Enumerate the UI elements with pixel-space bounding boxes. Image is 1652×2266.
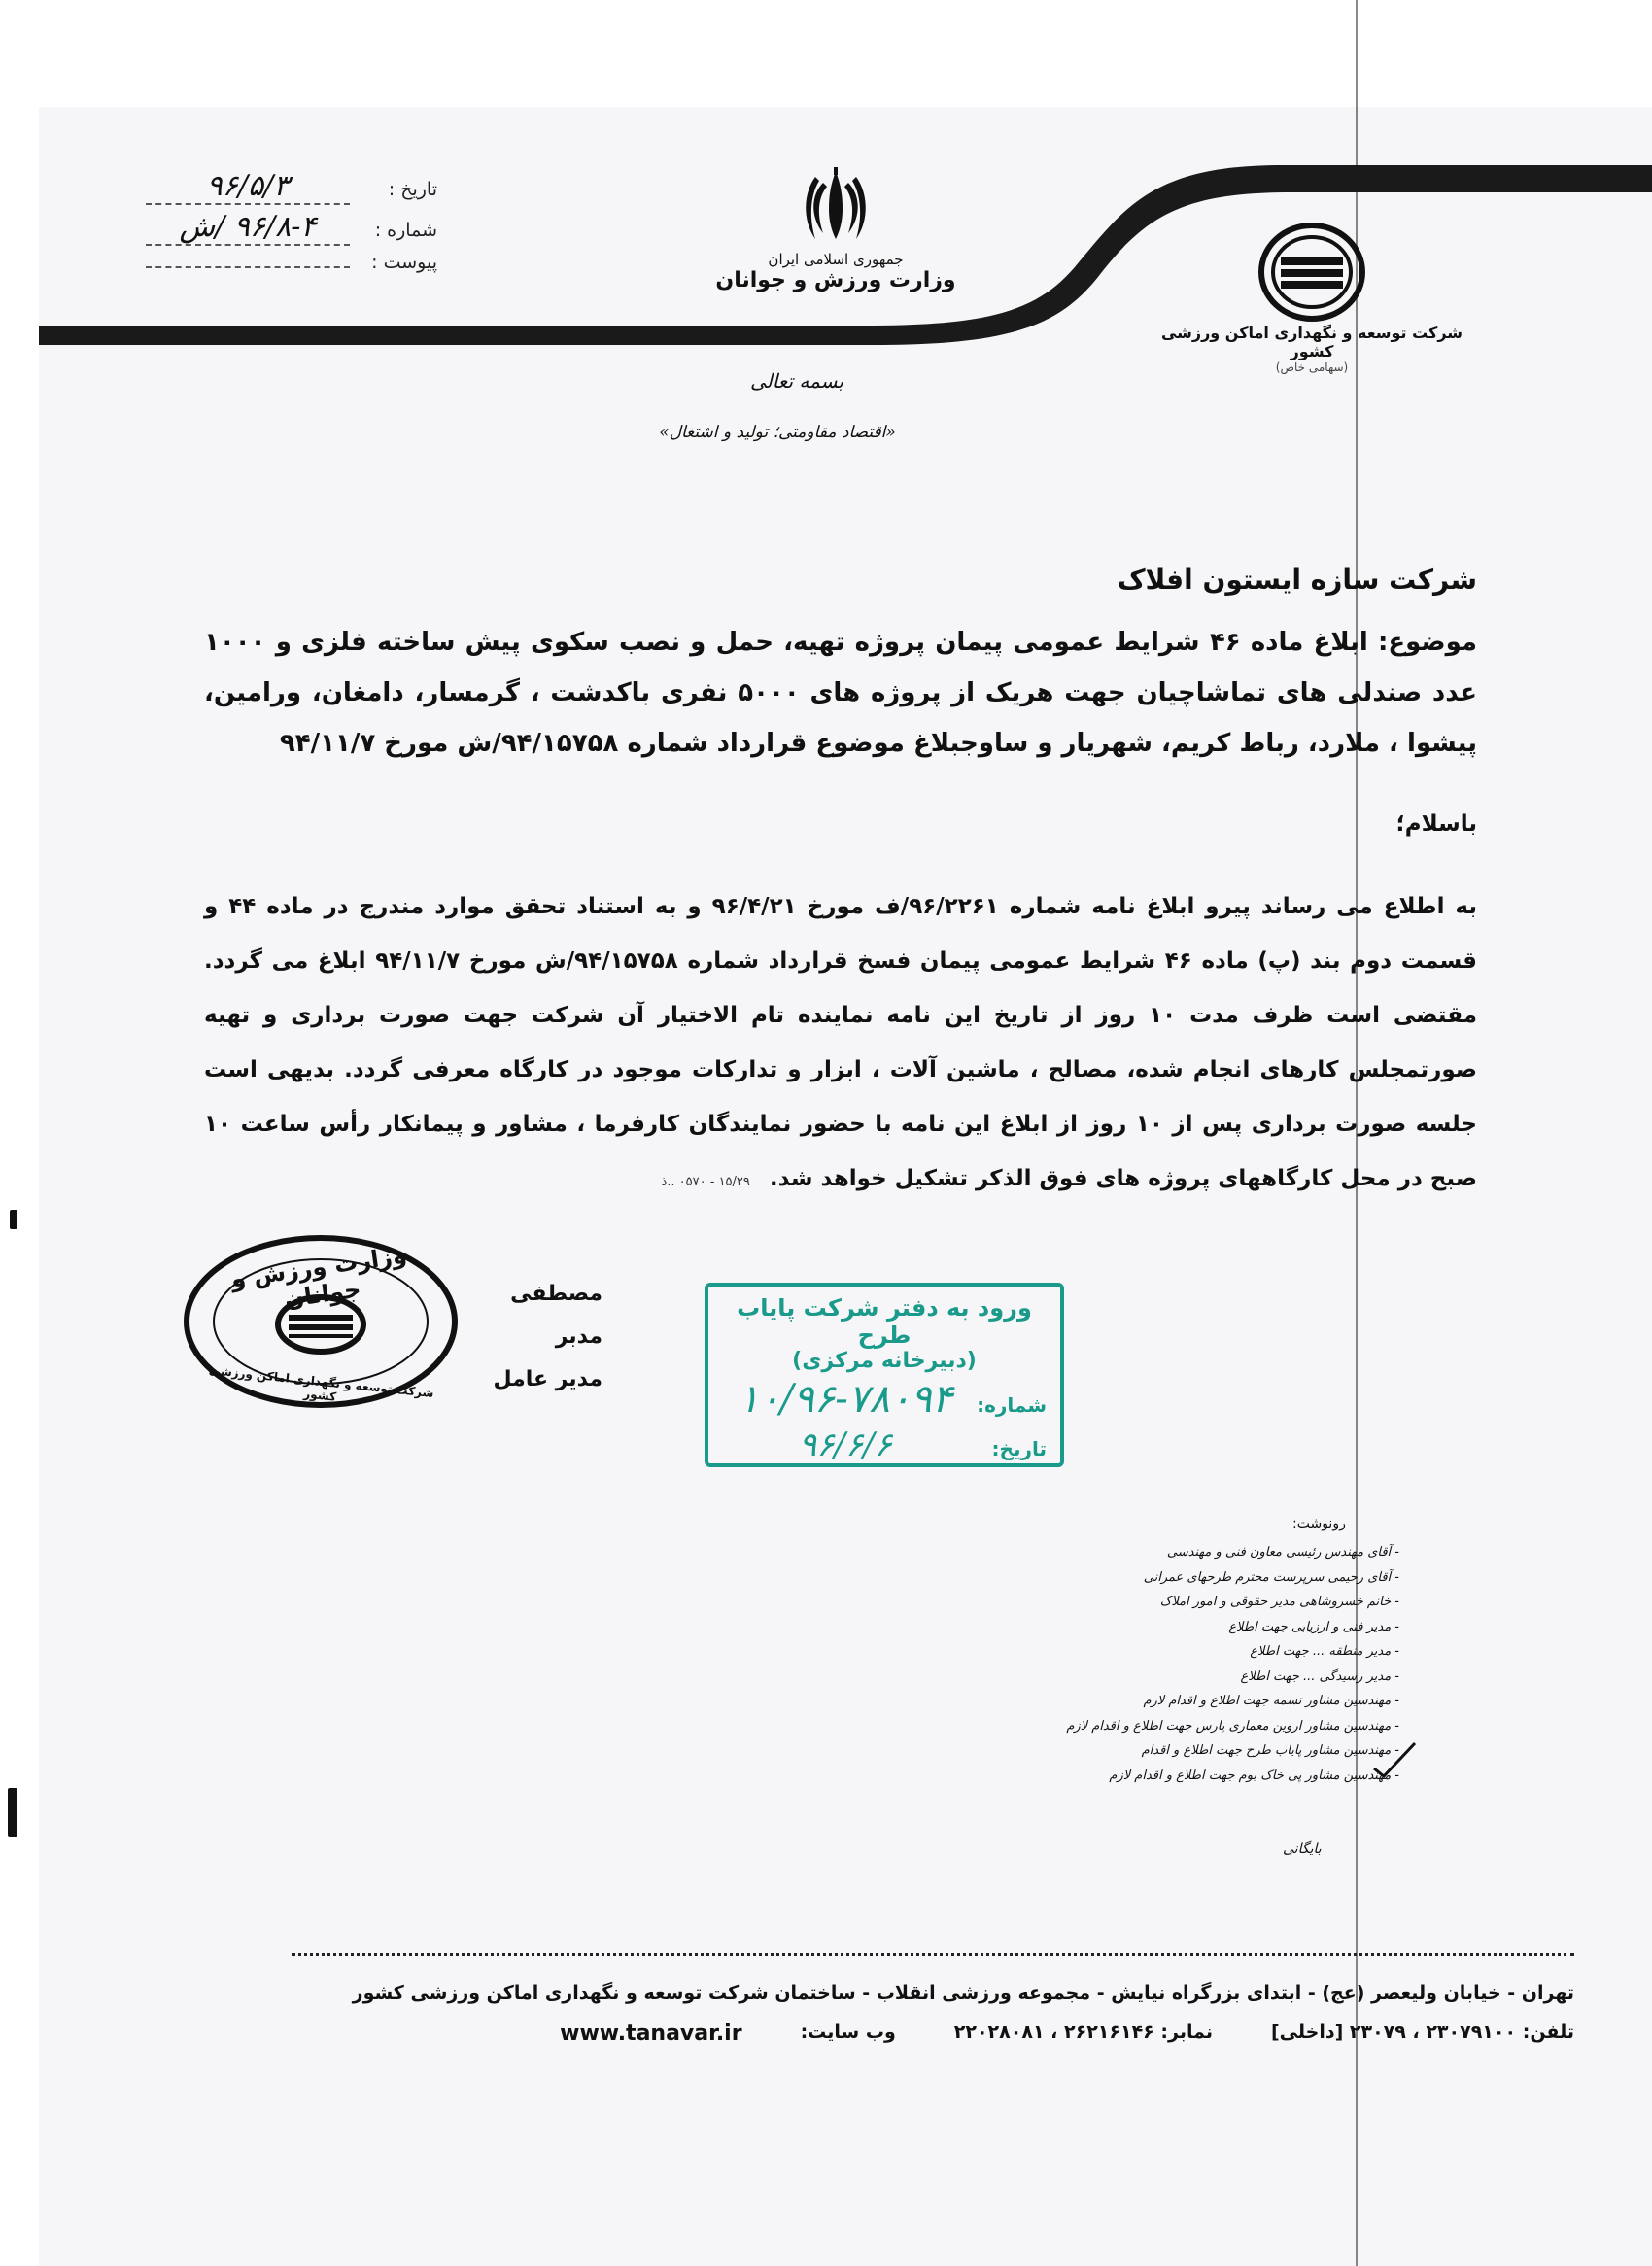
salutation: باسلام؛ bbox=[1395, 811, 1477, 837]
signatory-title: مدیر عامل bbox=[493, 1367, 602, 1391]
cc-item: - مهندسین مشاور اروین معماری پارس جهت اطلاع و اقدام لازم bbox=[1066, 1718, 1399, 1734]
scan-mark bbox=[10, 1210, 17, 1229]
stamp-number-label: شماره: bbox=[977, 1393, 1047, 1417]
date-label: تاریخ : bbox=[388, 179, 437, 200]
signature-block bbox=[457, 1273, 602, 1401]
stamp-subtitle: (دبیرخانه مرکزی) bbox=[792, 1349, 977, 1373]
stamp-date-row bbox=[722, 1425, 1047, 1464]
number-label: شماره : bbox=[374, 220, 437, 241]
cc-item: - خانم خسروشاهی مدیر حقوقی و امور املاک bbox=[1159, 1595, 1399, 1609]
ministry-label: وزارت ورزش و جوانان bbox=[715, 268, 956, 292]
cc-archive: بایگانی bbox=[1283, 1841, 1322, 1857]
footer-website-label: وب سایت: bbox=[800, 2021, 896, 2043]
cc-item: - مهندسین مشاور پی خاک بوم جهت اطلاع و اقدام لازم bbox=[1109, 1768, 1399, 1783]
letter-body bbox=[204, 879, 1477, 1210]
letter-body-tail: ۱۵/۲۹ - ۰۵۷۰ ..ذ bbox=[661, 1175, 750, 1189]
footer-website[interactable]: www.tanavar.ir bbox=[560, 2021, 742, 2045]
stamp-number-value: ۱۰/۹۶-۷۸۰۹۴ bbox=[738, 1377, 953, 1422]
bismillah: بسمه تعالی bbox=[749, 369, 844, 393]
footer-contact bbox=[292, 2021, 1574, 2045]
scan-mark bbox=[8, 1788, 17, 1837]
letter-body-text: به اطلاع می رساند پیرو ابلاغ نامه شماره ۹۶/۲۲۶۱/ف مورخ ۹۶/۴/۲۱ و به استناد تحقق موارد مندرج در ماده ۴۴ و قسمت دوم بند (پ) ماده ۴۶ شرایط عمومی پیمان فسخ قرارداد شماره ۹۴/۱۵۷۵۸/ش مورخ ۹۴/۱۱/۷ ابلاغ می گردد. مقتضی است ظرف مدت ۱۰ روز از تاریخ این نامه نماینده تام الاختیار آن شرکت جهت صورت برداری و تهیه صورتمجلس کارهای انجام شده، مصالح ، ماشین آلات ، ابزار و تدارکات موجود در کارگاه معرفی گردد. بدیهی است جلسه صورت برداری پس از ۱۰ روز از ابلاغ این نامه با حضور نمایندگان کارفرما ، مشاور و پیمانکار رأس ساعت ۱۰ صبح در محل کارگاههای پروژه های فوق الذکر تشکیل خواهد شد. bbox=[204, 894, 1478, 1191]
iran-emblem-icon bbox=[802, 165, 870, 243]
republic-label: جمهوری اسلامی ایران bbox=[768, 251, 904, 268]
date-row bbox=[146, 170, 437, 211]
footer-divider bbox=[292, 1953, 1574, 1956]
number-row bbox=[146, 211, 437, 252]
cc-item: - مهندسین مشاور پایاب طرح جهت اطلاع و اقدام bbox=[1141, 1743, 1399, 1758]
cc-item: - آقای رحیمی سرپرست محترم طرحهای عمرانی bbox=[1143, 1569, 1399, 1585]
stamp-date-value: ۹۶/۶/۶ bbox=[799, 1425, 892, 1464]
cc-item: - مدیر منطقه ... جهت اطلاع bbox=[1250, 1644, 1399, 1659]
company-logo-icon bbox=[1254, 219, 1370, 326]
year-motto: «اقتصاد مقاومتی؛ تولید و اشتغال» bbox=[659, 423, 896, 442]
stamp-title: ورود به دفتر شرکت پایاب طرح bbox=[737, 1294, 1032, 1349]
cc-item: - مهندسین مشاور تسمه جهت اطلاع و اقدام لازم bbox=[1143, 1694, 1399, 1708]
signatory-name: مصطفی مدبر bbox=[510, 1282, 602, 1349]
attachment-row bbox=[146, 252, 437, 292]
stamp-number-row bbox=[722, 1377, 1047, 1422]
recipient: شرکت سازه ایستون افلاک bbox=[1117, 564, 1477, 596]
cc-list bbox=[1030, 1540, 1399, 1788]
footer-address: تهران - خیابان ولیعصر (عج) - ابتدای بزرگراه نیایش - مجموعه ورزشی انقلاب - ساختمان شرکت توسعه و نگهداری اماکن ورزشی کشور bbox=[352, 1982, 1574, 2004]
subject: موضوع: ابلاغ ماده ۴۶ شرایط عمومی پیمان پروژه تهیه، حمل و نصب سکوی پیش ساخته فلزی و ۱۰۰۰ عدد صندلی های تماشاچیان جهت هریک از پروژه های ۵۰۰۰ نفری باکدشت ، گرمسار، دامغان، ورامین، پیشوا ، ملارد، رباط کریم، شهریار و ساوجبلاغ موضوع قرارداد شماره ۹۴/۱۵۷۵۸/ش مورخ ۹۴/۱۱/۷ bbox=[204, 628, 1477, 758]
seal-top-text: وزارت ورزش و جوانان bbox=[228, 1241, 409, 1314]
seal-bottom-text: شرکت توسعه و نگهداری اماکن ورزشی کشور bbox=[208, 1362, 435, 1404]
cc-item: - مدیر رسیدگی ... جهت اطلاع bbox=[1240, 1668, 1399, 1684]
company-type: (سهامی خاص) bbox=[1275, 360, 1349, 374]
ministry-header bbox=[709, 165, 962, 292]
date-value: ۹۶/۵/۳ bbox=[146, 170, 350, 205]
footer-fax: نمابر: ۲۶۲۱۶۱۴۶ ، ۲۲۰۲۸۰۸۱ bbox=[953, 2021, 1213, 2043]
cc-item: - آقای مهندس رئیسی معاون فنی و مهندسی bbox=[1166, 1545, 1399, 1560]
cc-item: - مدیر فنی و ارزیابی جهت اطلاع bbox=[1228, 1619, 1399, 1634]
company-header bbox=[1137, 219, 1487, 374]
checkmark-icon bbox=[1370, 1739, 1419, 1778]
cc-title: رونوشت: bbox=[1292, 1516, 1346, 1531]
receipt-stamp bbox=[705, 1283, 1064, 1467]
footer-phone: تلفن: ۲۳۰۷۹۱۰۰ ، ۲۳۰۷۹ [داخلی] bbox=[1270, 2021, 1574, 2043]
letter-meta bbox=[146, 170, 437, 292]
attachment-label: پیوست : bbox=[371, 252, 437, 273]
attachment-value bbox=[146, 266, 350, 268]
number-value: ۹۶/۸-۴ /ش bbox=[146, 211, 350, 246]
stamp-date-label: تاریخ: bbox=[991, 1437, 1047, 1460]
company-name: شرکت توسعه و نگهداری اماکن ورزشی کشور bbox=[1160, 324, 1463, 360]
